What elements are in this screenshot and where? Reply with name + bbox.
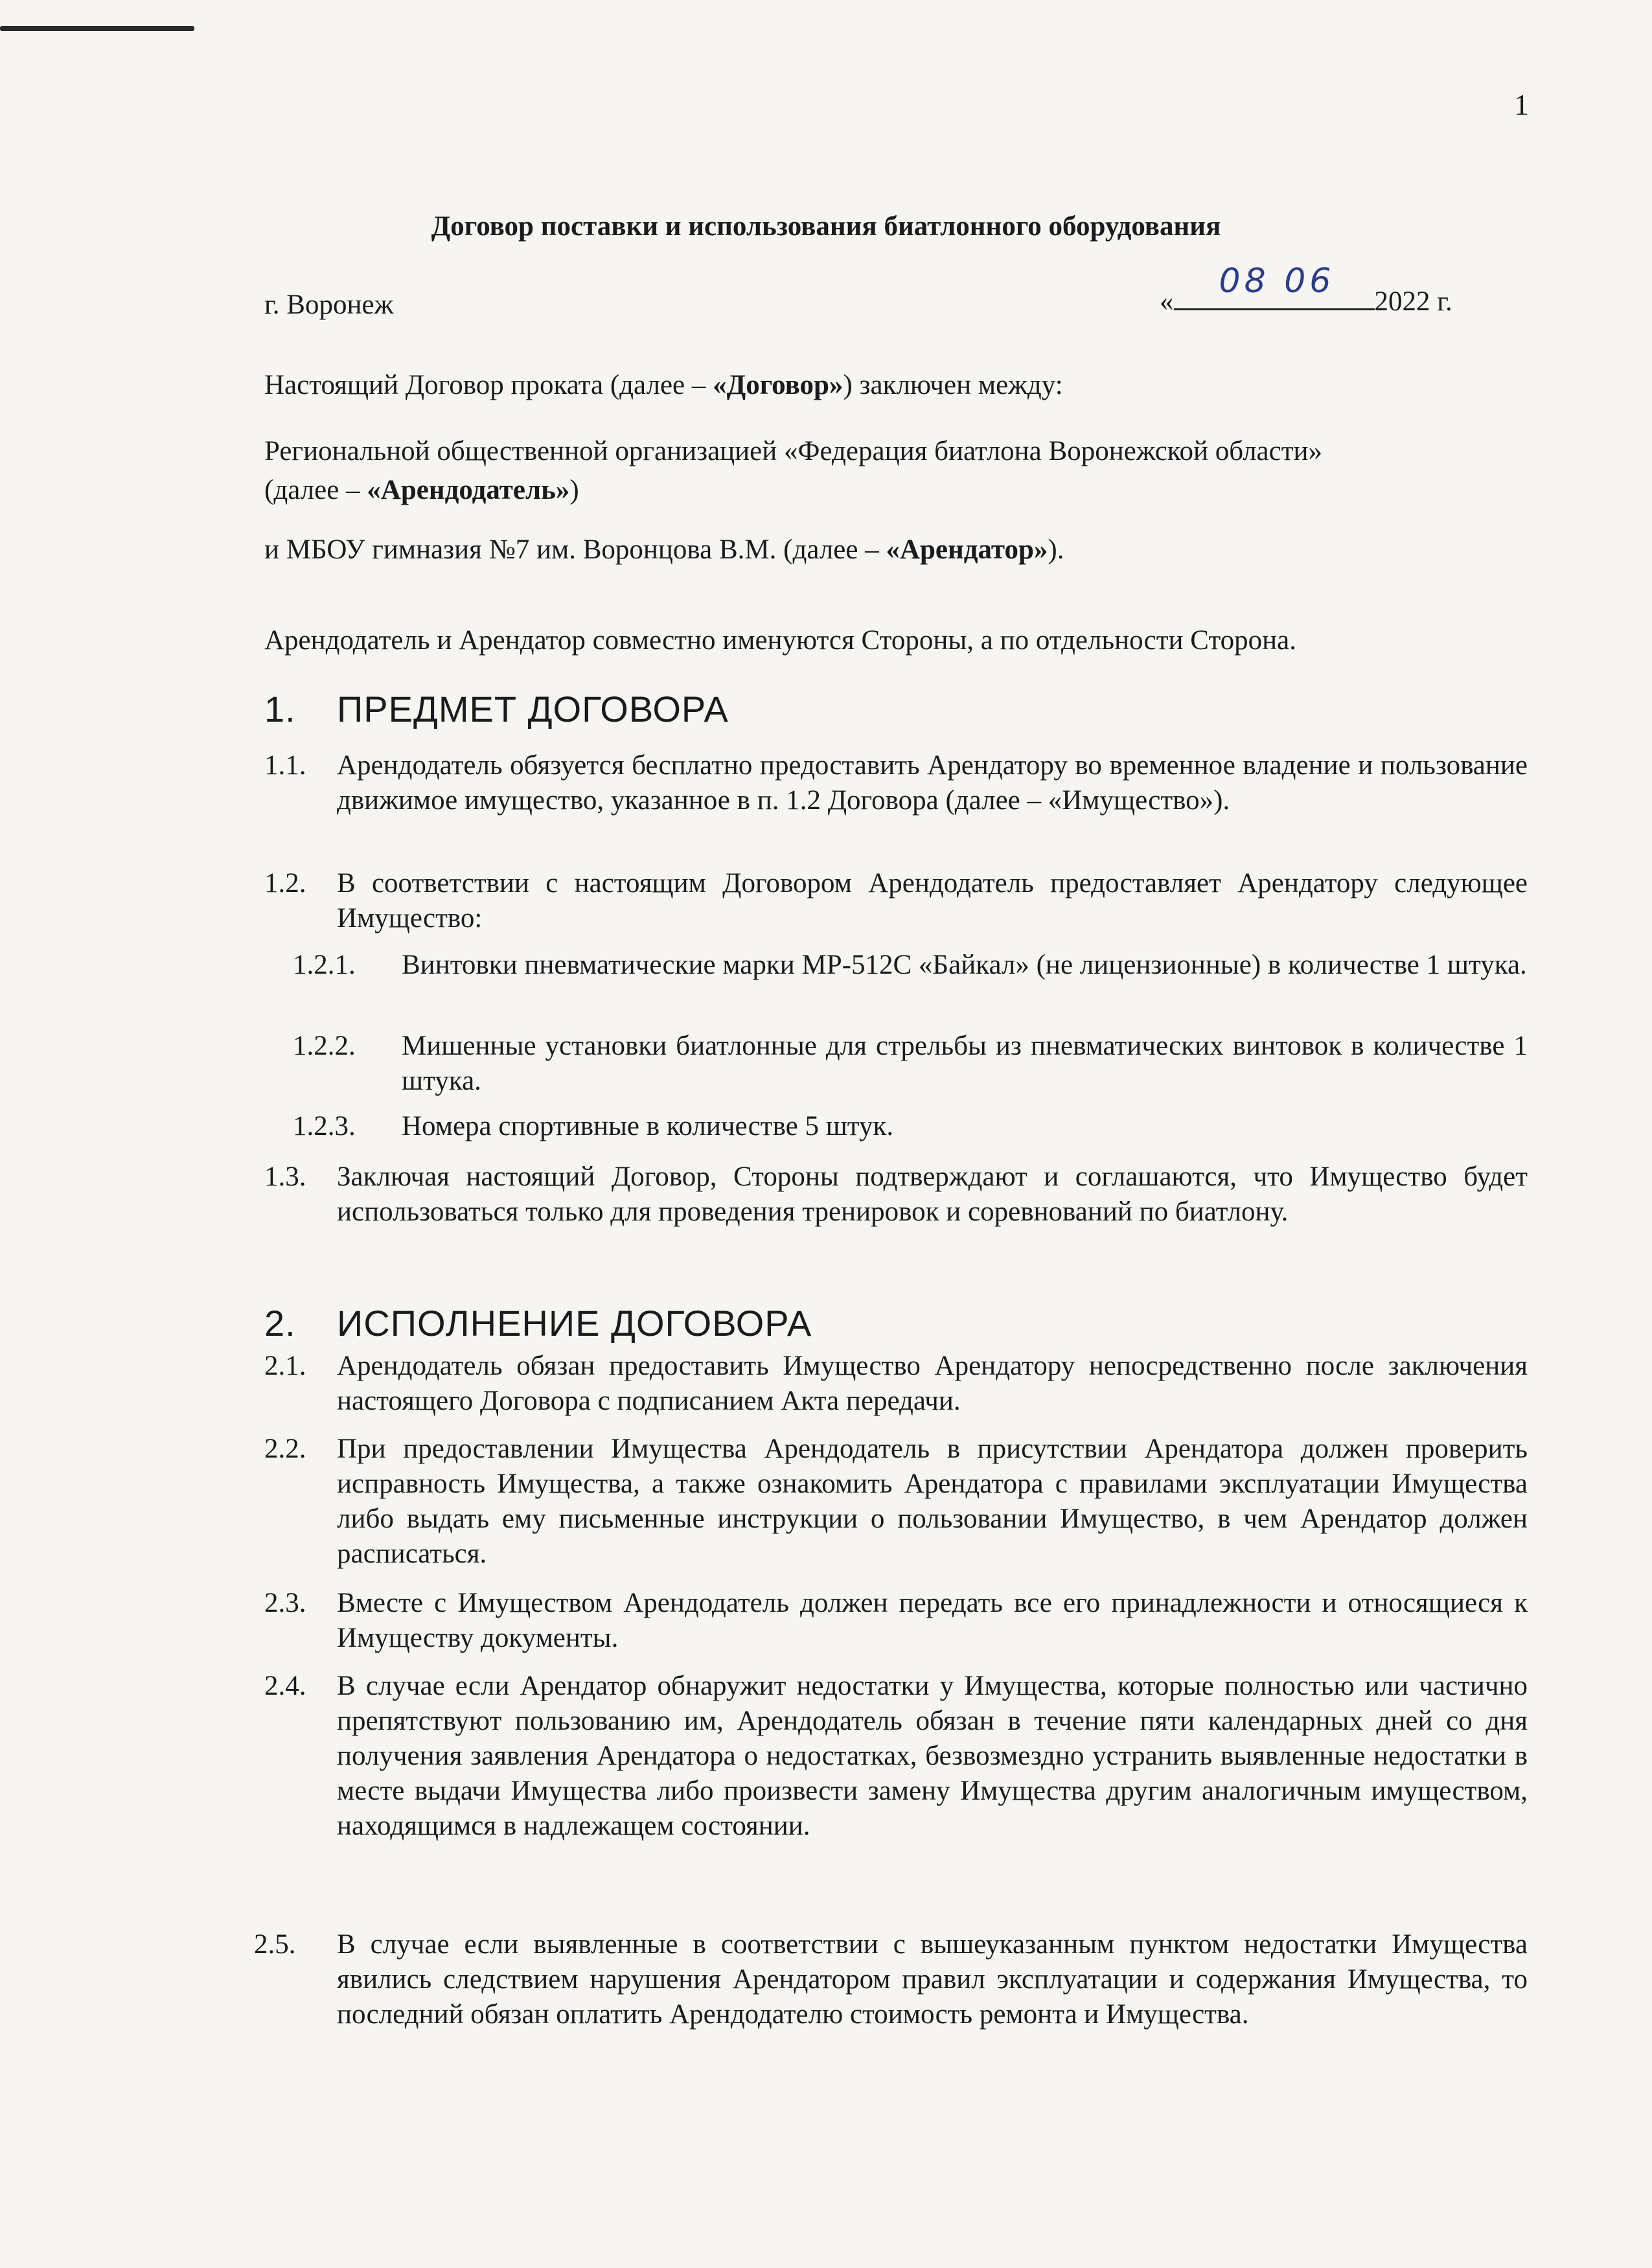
clause-text: В случае если Арендатор обнаружит недостатки у Имущества, которые полностью или частично препятствуют пользованию им, Арендодатель обязан в течение пяти календарных дней со дня получения заявления Арендатора о недостатках, безвозмездно устранить выявленные недостатки в месте выдачи Имущества либо произвести замену Имущества другим аналогичным имуществом, находящимся в надлежащем состоянии. — [337, 1671, 1528, 1841]
clause-number: 2.1. — [264, 1351, 306, 1381]
clause-text: Арендодатель обязан предоставить Имущество Арендатору непосредственно после заключения настоящего Договора с подписанием Акта передачи. — [337, 1351, 1528, 1416]
clause-text: Винтовки пневматические марки МР-512С «Байкал» (не лицензионные) в количестве 1 штука. — [402, 950, 1527, 980]
date-year: 2022 г. — [1374, 286, 1452, 317]
clause — [264, 1160, 1528, 1265]
section-title: ПРЕДМЕТ ДОГОВОРА — [337, 689, 729, 729]
clause-number: 1.2. — [264, 868, 306, 899]
clause-text: Вместе с Имуществом Арендодатель должен передать все его принадлежности и относящиеся к Имуществу документы. — [337, 1588, 1528, 1653]
clause-number: 2.2. — [264, 1434, 306, 1464]
sub-clause — [293, 1029, 1528, 1099]
section-number: 2. — [264, 1303, 296, 1344]
clause-number: 2.3. — [264, 1588, 306, 1618]
sub-clause — [293, 1109, 1528, 1144]
date-blank — [1174, 262, 1375, 310]
city: г. Воронеж — [264, 290, 394, 320]
clause-text: Номера спортивные в количестве 5 штук. — [402, 1111, 894, 1141]
clause-text: Заключая настоящий Договор, Стороны подтверждают и соглашаются, что Имущество будет использоваться только для проведения тренировок и соревнований по биатлону. — [337, 1162, 1528, 1227]
clause-number: 1.2.3. — [293, 1111, 356, 1141]
sub-clause — [293, 948, 1528, 1018]
date-open-quote: « — [1160, 286, 1174, 317]
alias-text: (далее – — [264, 475, 367, 505]
clause — [264, 1349, 1528, 1419]
clause-number: 1.2.2. — [293, 1031, 356, 1061]
clause-text: Арендодатель обязуется бесплатно предоставить Арендатору во временное владение и пользование движимое имущество, указанное в п. 1.2 Договора (далее – «Имущество»). — [337, 750, 1528, 816]
clause — [264, 748, 1528, 853]
clause-text: Мишенные установки биатлонные для стрельбы из пневматических винтовок в количестве 1 штука. — [402, 1031, 1528, 1096]
section-heading — [264, 688, 729, 730]
clause — [264, 1432, 1528, 1572]
alias-text: ) — [569, 475, 579, 505]
clause-text: При предоставлении Имущества Арендодатель в присутствии Арендатора должен проверить исправность Имущества, а также ознакомить Арендатора с правилами эксплуатации Имущества либо выдать ему письменные инструкции о пользовании Имущество, в чем Арендатор должен расписаться. — [337, 1434, 1528, 1569]
clause — [264, 866, 1528, 936]
section-heading — [264, 1302, 812, 1344]
lessor-alias-line — [264, 473, 579, 508]
clause-number: 1.1. — [264, 750, 306, 781]
clause — [264, 1586, 1528, 1656]
handwritten-date: 08 06 — [1219, 262, 1335, 301]
clause-number: 2.5. — [254, 1929, 296, 1960]
document-title: Договор поставки и использования биатлонного оборудования — [431, 211, 1221, 242]
clause — [254, 1927, 1528, 2067]
clause-number: 1.3. — [264, 1162, 306, 1192]
preamble-text: ) заключен между: — [843, 370, 1063, 400]
section-title: ИСПОЛНЕНИЕ ДОГОВОРА — [337, 1303, 812, 1344]
page-number: 1 — [1514, 88, 1529, 121]
lessor-alias: «Арендодатель» — [367, 475, 570, 505]
lessor-name: Региональной общественной организацией «Федерация биатлона Воронежской области» — [264, 436, 1323, 466]
clause-number: 2.4. — [264, 1671, 306, 1701]
scan-edge-mark — [0, 26, 194, 31]
preamble-text: Настоящий Договор проката (далее – — [264, 370, 713, 400]
preamble-line — [264, 368, 1063, 403]
lessee-alias: «Арендатор» — [886, 534, 1048, 565]
clause — [264, 1669, 1528, 1914]
section-number: 1. — [264, 689, 296, 729]
contract-alias: «Договор» — [713, 370, 843, 400]
lessee-line — [264, 533, 1064, 567]
lessee-text: ). — [1048, 534, 1064, 565]
clause-text: В случае если выявленные в соответствии с вышеуказанным пунктом недостатки Имущества явились следствием нарушения Арендатором правил эксплуатации и содержания Имущества, то последний обязан оплатить Арендодателю стоимость ремонта и Имущества. — [337, 1929, 1528, 2030]
parties-definition: Арендодатель и Арендатор совместно именуются Стороны, а по отдельности Сторона. — [264, 625, 1296, 656]
clause-number: 1.2.1. — [293, 950, 356, 980]
lessee-text: и МБОУ гимназия №7 им. Воронцова В.М. (далее – — [264, 534, 886, 565]
clause-text: В соответствии с настоящим Договором Арендодатель предоставляет Арендатору следующее Имущество: — [337, 868, 1528, 934]
contract-date — [1160, 262, 1452, 317]
